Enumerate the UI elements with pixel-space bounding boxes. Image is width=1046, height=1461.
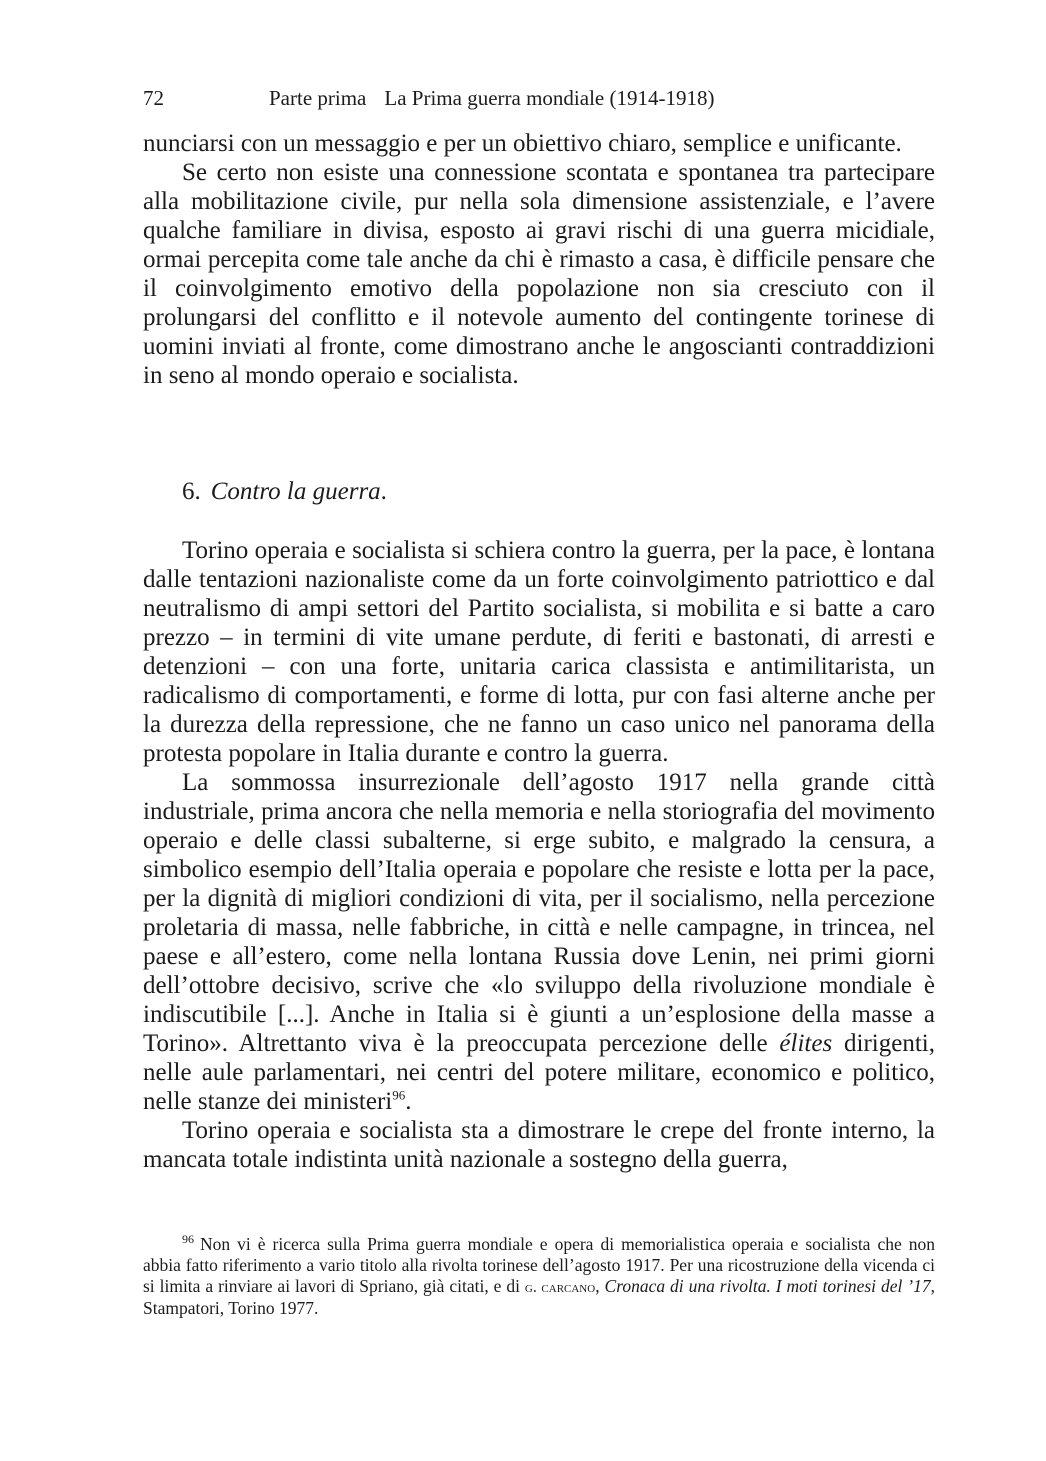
- italic-term: élites: [779, 1030, 833, 1057]
- footnote-number: 96: [182, 1232, 194, 1247]
- page-number: 72: [143, 86, 164, 110]
- footnote-author: g. carcano: [524, 1279, 596, 1296]
- section-text: [143, 536, 935, 1174]
- continuation-text: [143, 129, 935, 390]
- part-label: Parte prima: [269, 86, 367, 110]
- paragraph: Torino operaia e socialista si schiera contro la guerra, per la pace, è lontana dalle tentazioni nazionaliste come da un forte coinvolgimento patriottico e dal neutralismo di ampi settori del Partito socialista, si mobilita e si batte a caro prezzo – in termini di vite umane perdute, di feriti e bastonati, di arresti e detenzioni – con una forte, unitaria carica classista e antimilitarista, un radicalismo di comportamenti, e forme di lotta, pur con fasi alterne anche per la durezza della repressione, che ne fanno un caso unico nel panorama della protesta popolare in Italia durante e contro la guerra.: [143, 537, 935, 767]
- section-heading: [182, 477, 387, 507]
- paragraph: Se certo non esiste una connessione scontata e spontanea tra partecipare alla mobilitazione civile, pur nella sola dimensione assistenziale, e l’avere qualche familiare in divisa, esposto ai gravi rischi di una guerra micidiale, ormai percepita come tale anche da chi è rimasto a casa, è difficile pensare che il coinvolgimento emotivo della popolazione non sia cresciuto con il prolungarsi del conflitto e il notevole aumento del contingente torinese di uomini inviati al fronte, come dimostrano anche le angoscianti contraddizioni in seno al mondo operaio e socialista.: [143, 159, 935, 389]
- section-title: Contro la guerra: [210, 478, 381, 505]
- paragraph-continued: nunciarsi con un messaggio e per un obiettivo chiaro, semplice e unificante.: [143, 130, 902, 157]
- paragraph: Torino operaia e socialista sta a dimostrare le crepe del fronte interno, la mancata totale indistinta unità nazionale a sostegno della guerra,: [143, 1117, 935, 1173]
- footnote-reference[interactable]: 96: [392, 1087, 406, 1103]
- running-header: [143, 86, 943, 110]
- running-title: La Prima guerra mondiale (1914-1918): [384, 86, 715, 110]
- paragraph: La sommossa insurrezionale dell’agosto 1917 nella grande città industriale, prima ancora che nella memoria e nella storiografia del movimento operaio e delle classi subalterne, si erge subito, e malgrado la censura, a simbolico esempio dell’Italia operaia e popolare che resiste e lotta per la pace, per la dignità di migliori condizioni di vita, per il socialismo, nella percezione proletaria di massa, nelle fabbriche, in città e nelle campagne, in trincea, nel paese e all’estero, come nella lontana Russia dove Lenin, nei primi giorni dell’ottobre decisivo, scrive che «lo sviluppo della rivoluzione mondiale è indiscutibile [...]. Anche in Italia si è giunti a un’esplosione della masse a Torino». Altrettanto viva è la preoccupata percezione delle élites dirigenti, nelle aule parlamentari, nei centri del potere militare, economico e politico, nelle stanze dei ministeri$^{96}$.: [143, 769, 935, 1115]
- section-title-end: .: [380, 478, 387, 505]
- footnote: $^{96}$ Non vi è ricerca sulla Prima guerra mondiale e opera di memorialistica operaia e socialista che non abbia fatto riferimento a vario titolo alla rivolta torinese dell’agosto 1917. Per una ricostruzione della vicenda ci si limita a rinviare ai lavori di Spriano, già citati, e di g. carcano, Cronaca di una rivolta. I moti torinesi del ’17, Stampatori, Torino 1977.: [143, 1232, 935, 1318]
- footnote-book-title: Cronaca di una rivolta. I moti torinesi del ’17: [604, 1276, 931, 1296]
- section-number: 6.: [182, 478, 201, 505]
